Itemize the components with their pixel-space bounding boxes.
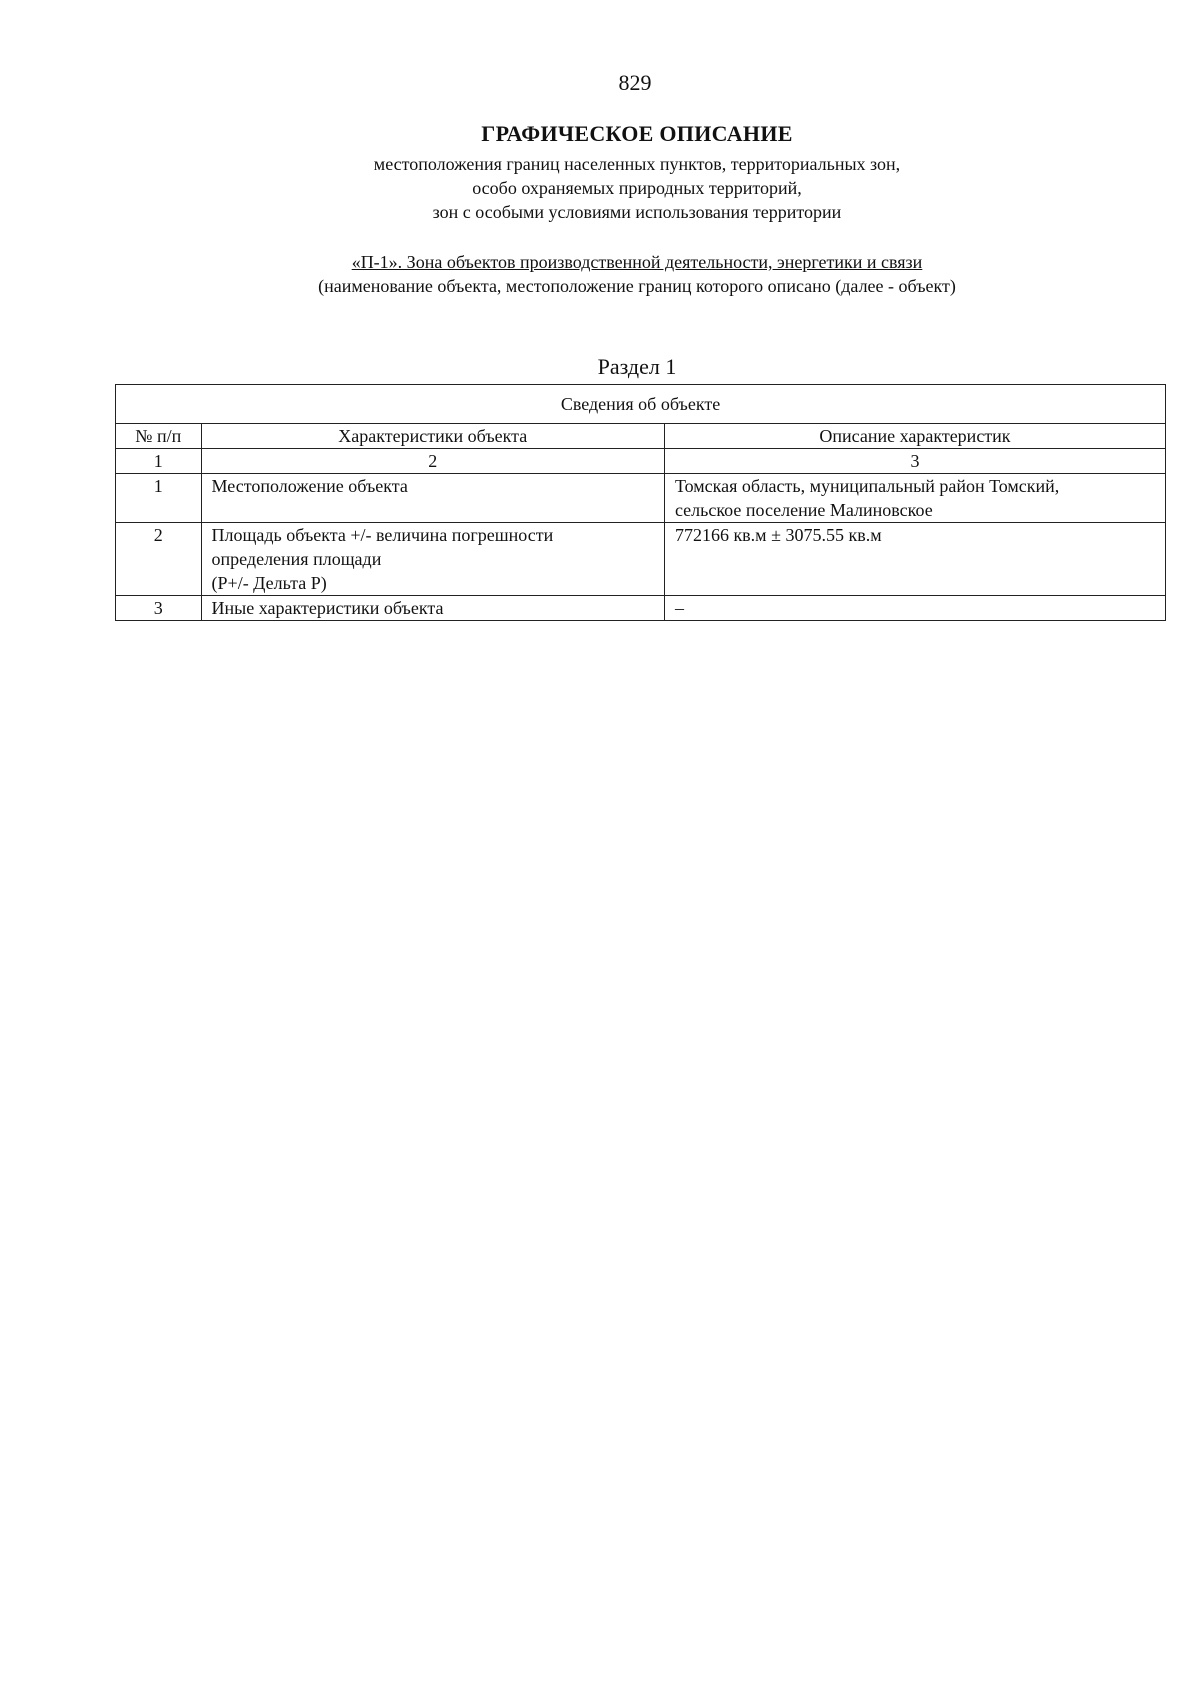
row-description	[664, 596, 1165, 621]
table-caption-row	[116, 385, 1166, 424]
object-info-table	[115, 384, 1166, 621]
row-description	[664, 523, 1165, 596]
column-number: 2	[201, 449, 664, 474]
row-number: 3	[116, 596, 202, 621]
cell-line: сельское поселение Малиновское	[674, 500, 933, 520]
header-description: Описание характеристик	[664, 424, 1165, 449]
section-title: Раздел 1	[597, 354, 677, 379]
page-number: 829	[618, 70, 652, 95]
column-number: 3	[664, 449, 1165, 474]
row-number: 1	[116, 474, 202, 523]
row-characteristic	[201, 596, 664, 621]
cell-line: (P+/- Дельта P)	[211, 573, 327, 593]
cell-line: Местоположение объекта	[211, 476, 408, 496]
subtitle-line: особо охраняемых природных территорий,	[472, 178, 802, 198]
column-number-row	[116, 449, 1166, 474]
table-row	[116, 596, 1166, 621]
table-caption: Сведения об объекте	[116, 385, 1166, 424]
cell-line: определения площади	[211, 549, 382, 569]
row-characteristic	[201, 523, 664, 596]
header-num: № п/п	[116, 424, 202, 449]
cell-line: –	[674, 598, 684, 618]
object-name-note: (наименование объекта, местоположение границ которого описано (далее - объект)	[318, 276, 956, 296]
table-row	[116, 523, 1166, 596]
table-header-row	[116, 424, 1166, 449]
table-row	[116, 474, 1166, 523]
document-subtitle	[0, 152, 1200, 224]
cell-line: 772166 кв.м ± 3075.55 кв.м	[674, 525, 882, 545]
cell-line: Иные характеристики объекта	[211, 598, 444, 618]
cell-line: Площадь объекта +/- величина погрешности	[211, 525, 554, 545]
header-characteristic: Характеристики объекта	[201, 424, 664, 449]
object-name: «П-1». Зона объектов производственной деятельности, энергетики и связи	[351, 252, 923, 272]
row-characteristic	[201, 474, 664, 523]
object-name-block	[0, 250, 1200, 298]
cell-line: Томская область, муниципальный район Томский,	[674, 476, 1060, 496]
row-number: 2	[116, 523, 202, 596]
document-title: ГРАФИЧЕСКОЕ ОПИСАНИЕ	[481, 121, 793, 146]
column-number: 1	[116, 449, 202, 474]
subtitle-line: местоположения границ населенных пунктов, территориальных зон,	[373, 154, 901, 174]
subtitle-line: зон с особыми условиями использования территории	[432, 202, 842, 222]
row-description	[664, 474, 1165, 523]
